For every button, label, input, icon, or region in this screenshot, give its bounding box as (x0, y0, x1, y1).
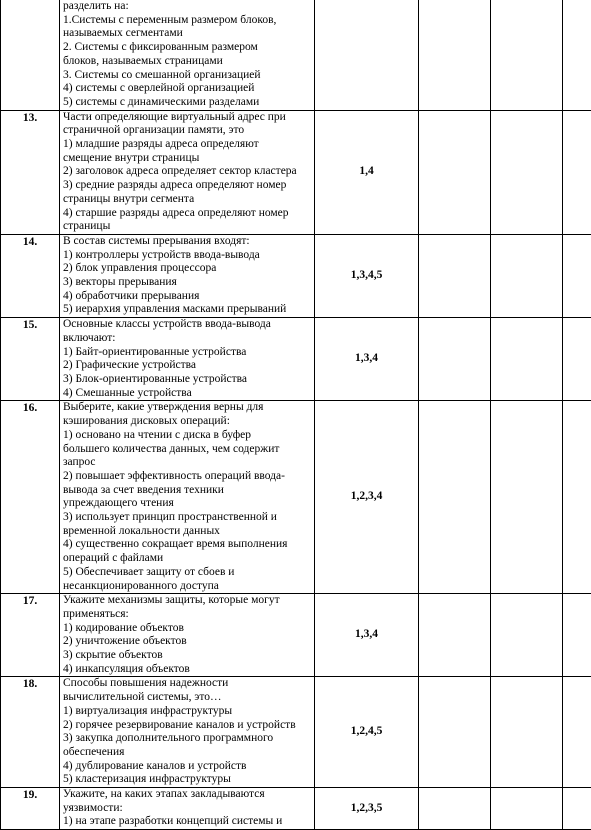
question-line: 2) уничтожение объектов (63, 635, 311, 649)
question-line: 3) средние разряды адреса определяют номер (63, 179, 311, 193)
question-line: уязвимости: (63, 802, 311, 816)
empty-cell (419, 401, 491, 594)
question-line: включают: (63, 332, 311, 346)
question-text (60, 0, 315, 110)
question-line: 1) младшие разряды адреса определяют (63, 138, 311, 152)
question-line: 1) основано на чтении с диска в буфер (63, 429, 311, 443)
question-line: большего количества данных, чем содержит (63, 443, 311, 457)
questions-table-body (1, 0, 591, 830)
question-line: 1) на этапе разработки концепций системы и (63, 815, 311, 829)
empty-cell (563, 110, 591, 234)
empty-cell (419, 0, 491, 110)
empty-cell (563, 318, 591, 401)
question-line: 2) Графические устройства (63, 359, 311, 373)
question-line: Основные классы устройств ввода-вывода (63, 318, 311, 332)
question-line: страницы (63, 220, 311, 234)
question-line: временной локальности данных (63, 525, 311, 539)
empty-cell (491, 318, 563, 401)
answer-cell (315, 0, 419, 110)
question-line: упреждающего чтения (63, 497, 311, 511)
question-line: 1) контроллеры устройств ввода-вывода (63, 249, 311, 263)
question-line: запрос (63, 456, 311, 470)
empty-cell (563, 677, 591, 788)
empty-cell (491, 0, 563, 110)
question-line: 4) дублирование каналов и устройств (63, 760, 311, 774)
question-line: 5) Обеспечивает защиту от сбоев и (63, 566, 311, 580)
question-line: 3) Блок-ориентированные устройства (63, 373, 311, 387)
question-line: несанкционированного доступа (63, 580, 311, 594)
question-line: 3) использует принцип пространственной и (63, 511, 311, 525)
question-line: 4) Смешанные устройства (63, 387, 311, 401)
question-number: 18. (1, 677, 60, 788)
empty-cell (419, 110, 491, 234)
empty-cell (563, 234, 591, 317)
question-text (60, 234, 315, 317)
question-row (1, 594, 591, 677)
question-line: Способы повышения надежности (63, 677, 311, 691)
question-line: 2) горячее резервирование каналов и устройств (63, 719, 311, 733)
answer-cell: 1,3,4 (315, 318, 419, 401)
question-line: 5) кластеризация инфраструктуры (63, 773, 311, 787)
question-line: 3. Системы со смешанной организацией (63, 69, 311, 83)
question-line: 3) векторы прерывания (63, 276, 311, 290)
question-text (60, 318, 315, 401)
question-row (1, 677, 591, 788)
empty-cell (491, 677, 563, 788)
question-line: 5) иерархия управления масками прерываний (63, 303, 311, 317)
question-line: 4) старшие разряды адреса определяют номер (63, 207, 311, 221)
question-line: 2) заголовок адреса определяет сектор кластера (63, 165, 311, 179)
question-line: Части определяющие виртуальный адрес при (63, 111, 311, 125)
empty-cell (419, 594, 491, 677)
question-line: Выберите, какие утверждения верны для (63, 401, 311, 415)
question-line: применяться: (63, 608, 311, 622)
question-row (1, 401, 591, 594)
question-text (60, 401, 315, 594)
empty-cell (491, 110, 563, 234)
empty-cell (563, 594, 591, 677)
empty-cell (491, 594, 563, 677)
question-line: Укажите механизмы защиты, которые могут (63, 594, 311, 608)
question-line: страницы внутри сегмента (63, 193, 311, 207)
question-line: 1) виртуализация инфраструктуры (63, 705, 311, 719)
question-row (1, 0, 591, 110)
question-line: 1.Системы с переменным размером блоков, (63, 14, 311, 28)
question-line: 4) системы с оверлейной организацией (63, 82, 311, 96)
question-line: 1) кодирование объектов (63, 622, 311, 636)
question-line: 3) закупка дополнительного программного (63, 732, 311, 746)
question-line: обеспечения (63, 746, 311, 760)
question-line: В состав системы прерывания входят: (63, 235, 311, 249)
empty-cell (419, 234, 491, 317)
answer-cell: 1,2,4,5 (315, 677, 419, 788)
answer-cell: 1,2,3,5 (315, 788, 419, 830)
empty-cell (491, 401, 563, 594)
question-line: вывода за счет введения техники (63, 484, 311, 498)
question-line: смещение внутри страницы (63, 152, 311, 166)
question-number: 14. (1, 234, 60, 317)
question-line: 2) повышает эффективность операций ввода- (63, 470, 311, 484)
question-line: 1) Байт-ориентированные устройства (63, 346, 311, 360)
question-line: операций с файлами (63, 552, 311, 566)
question-number (1, 0, 60, 110)
empty-cell (563, 0, 591, 110)
empty-cell (563, 788, 591, 830)
answer-cell: 1,4 (315, 110, 419, 234)
empty-cell (419, 788, 491, 830)
empty-cell (419, 318, 491, 401)
question-text (60, 110, 315, 234)
question-line: кэширования дисковых операций: (63, 415, 311, 429)
empty-cell (491, 234, 563, 317)
question-line: 4) существенно сокращает время выполнения (63, 538, 311, 552)
question-line: 2. Системы с фиксированным размером (63, 41, 311, 55)
question-number: 16. (1, 401, 60, 594)
question-line: 4) обработчики прерывания (63, 290, 311, 304)
question-row (1, 318, 591, 401)
empty-cell (419, 677, 491, 788)
question-text (60, 788, 315, 830)
answer-cell: 1,3,4,5 (315, 234, 419, 317)
empty-cell (491, 788, 563, 830)
answer-cell: 1,3,4 (315, 594, 419, 677)
question-number: 17. (1, 594, 60, 677)
question-number: 13. (1, 110, 60, 234)
question-line: разделить на: (63, 0, 311, 14)
question-text (60, 594, 315, 677)
question-row (1, 234, 591, 317)
question-number: 15. (1, 318, 60, 401)
question-row (1, 788, 591, 830)
question-text (60, 677, 315, 788)
question-row (1, 110, 591, 234)
question-line: 2) блок управления процессора (63, 262, 311, 276)
question-line: блоков, называемых страницами (63, 55, 311, 69)
question-line: 5) системы с динамическими разделами (63, 96, 311, 110)
question-number: 19. (1, 788, 60, 830)
answer-cell: 1,2,3,4 (315, 401, 419, 594)
question-line: вычислительной системы, это… (63, 691, 311, 705)
question-line: 4) инкапсуляция объектов (63, 663, 311, 677)
question-line: страничной организации памяти, это (63, 124, 311, 138)
question-line: Укажите, на каких этапах закладываются (63, 788, 311, 802)
question-line: называемых сегментами (63, 27, 311, 41)
empty-cell (563, 401, 591, 594)
question-line: 3) скрытие объектов (63, 649, 311, 663)
